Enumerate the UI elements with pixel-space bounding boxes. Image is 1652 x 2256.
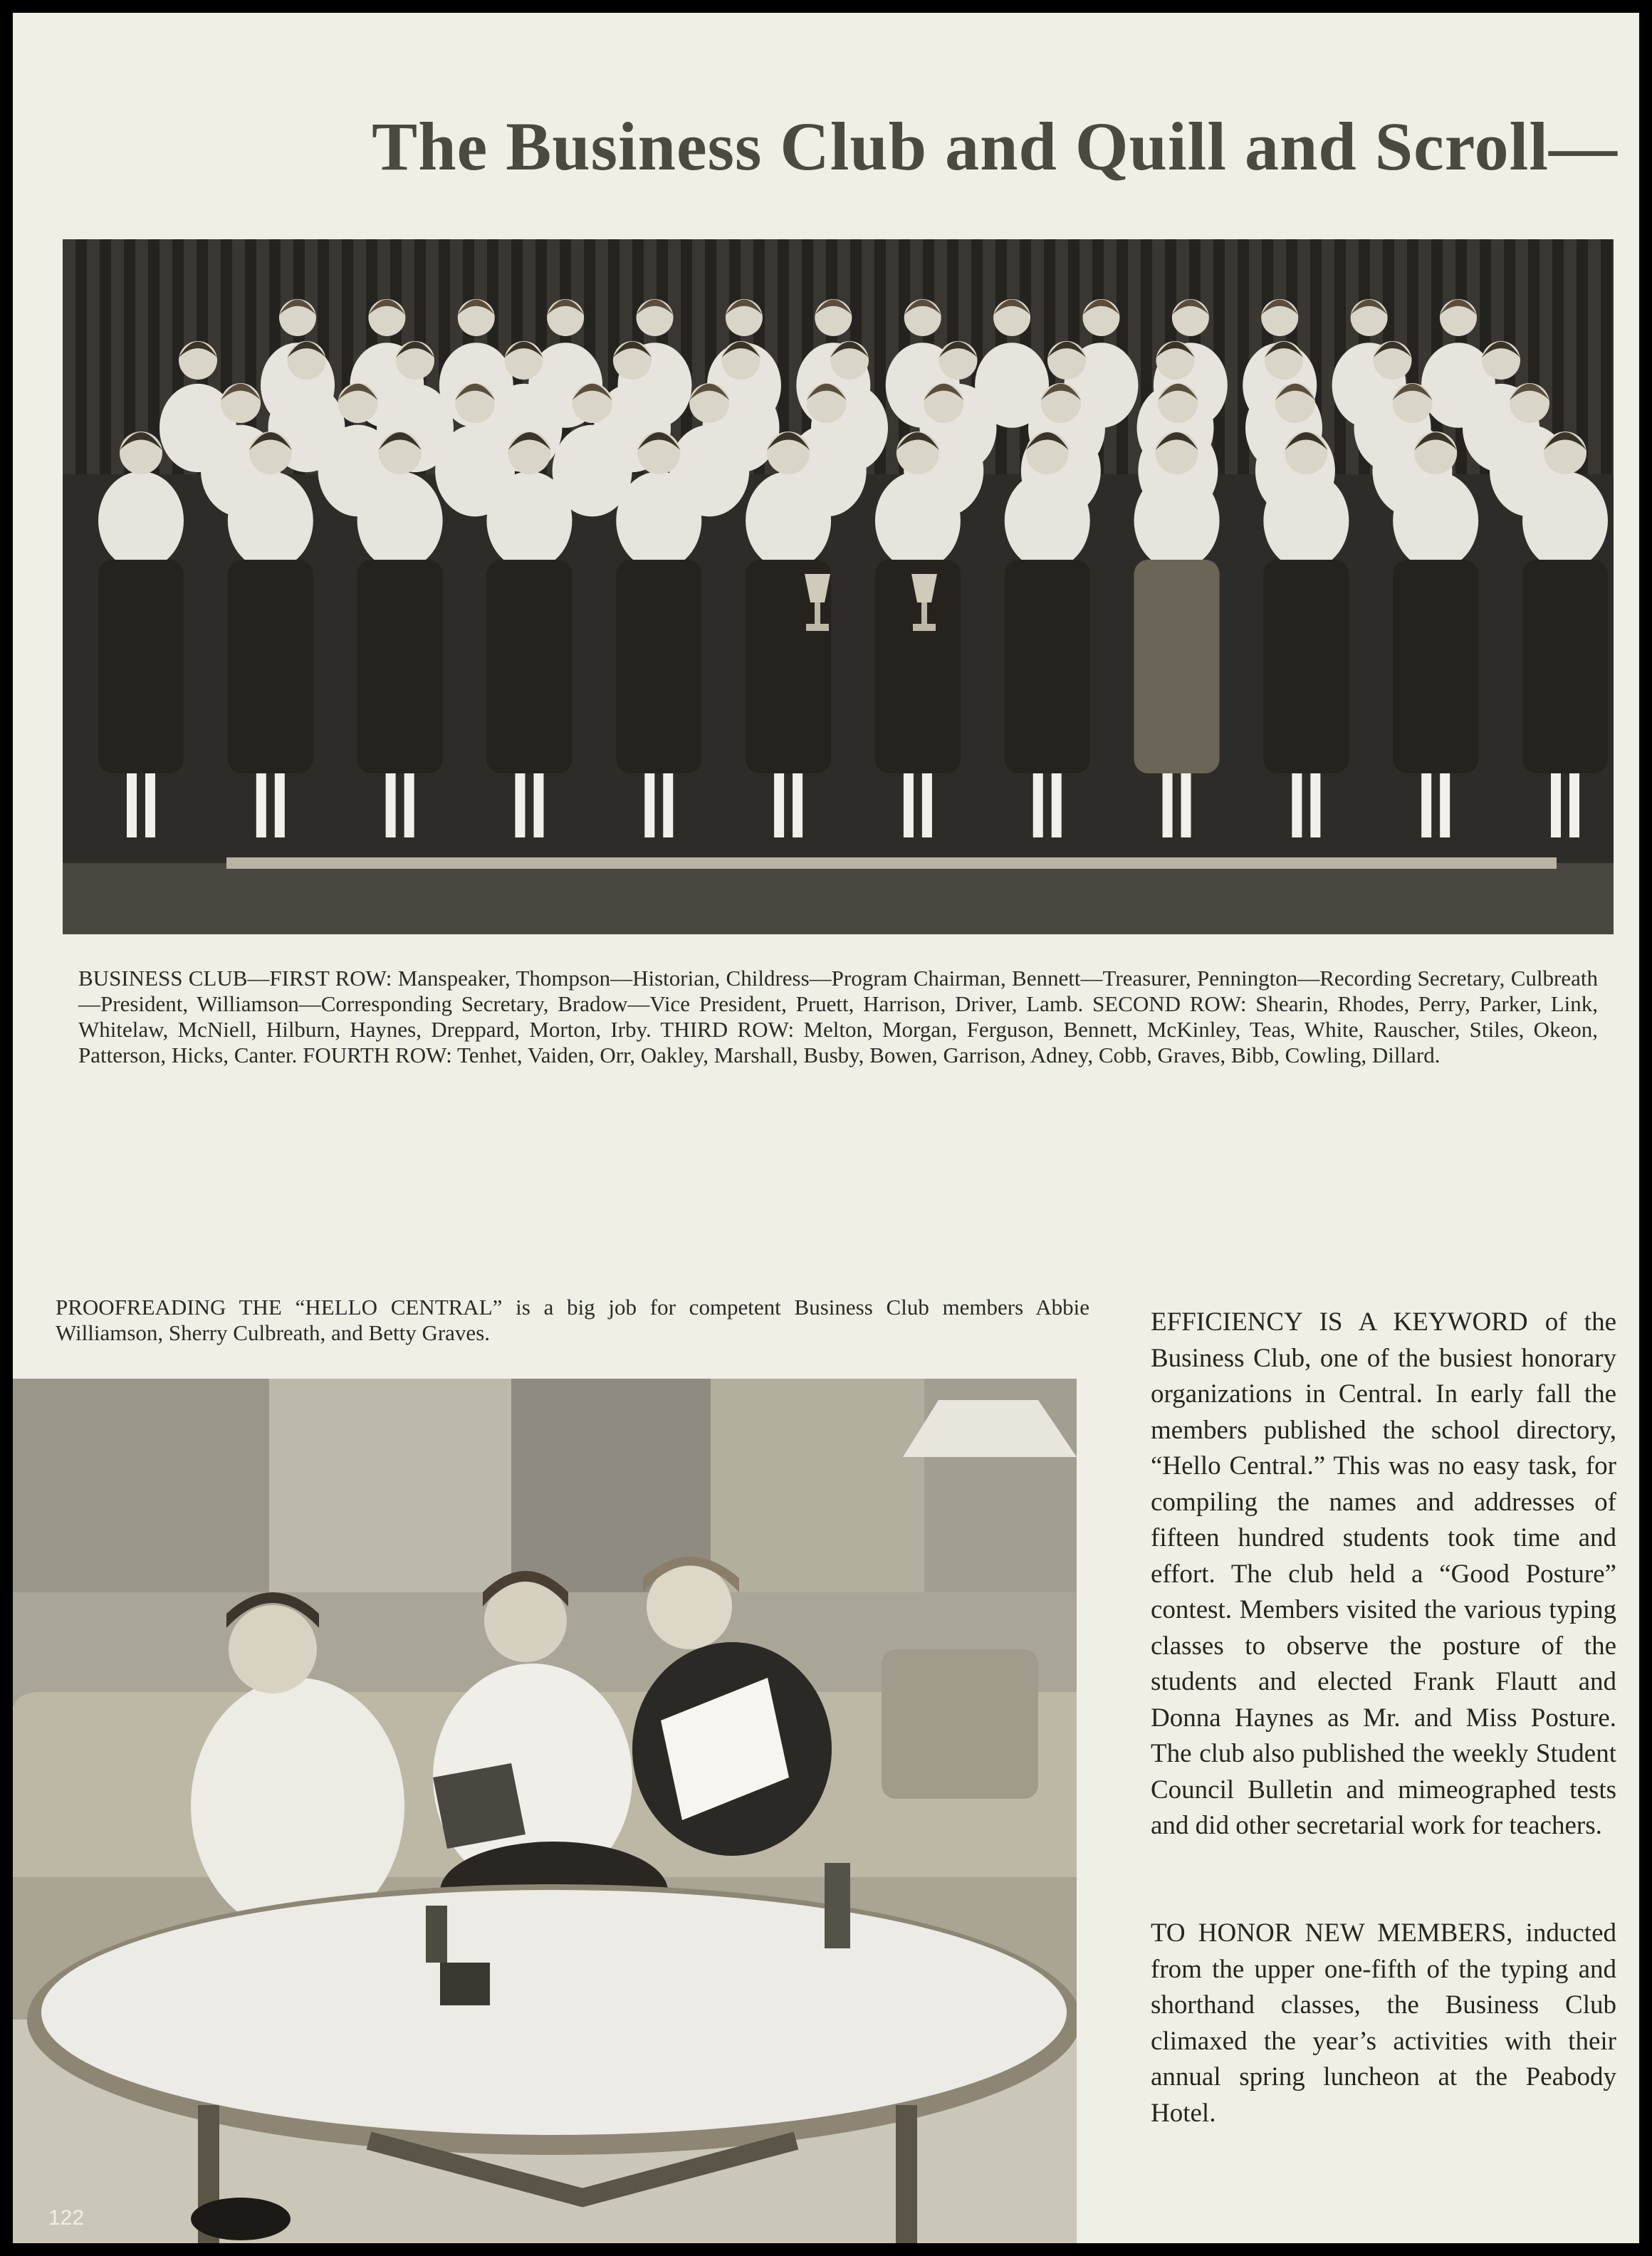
page-headline: The Business Club and Quill and Scroll— [372,108,1618,184]
yearbook-page [13,13,1639,2243]
proofreading-photo [13,1379,1077,2243]
club-member-figure [1134,432,1220,837]
club-member-figure [1522,432,1608,837]
club-member-figure [486,432,572,837]
lounge-scene [13,1379,1077,2243]
lounge-photo-caption: PROOFREADING THE “HELLO CENTRAL” is a big job for competent Business Club members Abbie Williamson, Sherry Culbreath, and Betty Graves. [56,1295,1089,1345]
shoes [191,2198,291,2240]
club-member-figure [1393,432,1478,837]
group-photo-caption: BUSINESS CLUB—FIRST ROW: Manspeaker, Thompson—Historian, Childress—Program Chairman, Bennett—Treasurer, Pennington—Recording Secretary, Culbreath—President, Williamson—Corresponding Secretary, Bradow—Vice President, Pruett, Harrison, Driver, Lamb. SECOND ROW: Shearin, Rhodes, Perry, Parker, Link, Whitelaw, McNiell, Hilburn, Haynes, Dreppard, Morton, Irby. THIRD ROW: Melton, Morgan, Ferguson, Bennett, McKinley, Teas, White, Rauscher, Stiles, Okeon, Patterson, Hicks, Canter. FOURTH ROW: Tenhet, Vaiden, Orr, Oakley, Marshall, Busby, Bowen, Garrison, Adney, Cobb, Graves, Bibb, Cowling, Dillard. [78,966,1598,1067]
cushion [882,1649,1038,1799]
body-paragraph-new-members: TO HONOR NEW MEMBERS, inducted from the upper one-fifth of the typing and shorthand classes, the Business Club climaxed the year’s activities with their annual spring luncheon at the Peabody Hotel. [1151,1918,1616,2128]
body-paragraph-efficiency: EFFICIENCY IS A KEYWORD of the Business Club, one of the busiest honorary organizations in Central. In early fall the members published the school directory, “Hello Central.” This was no easy task, for compiling the names and addresses of fifteen hundred students took time and effort. The club held a “Good Posture” contest. Members visited the various typing classes to observe the posture of the students and elected Frank Flautt and Donna Haynes as Mr. and Miss Posture. The club also published the weekly Student Council Bulletin and mimeographed tests and did other secretarial work for teachers. [1151,1307,1616,1840]
club-member-figure [1005,432,1090,837]
club-member-figure [357,432,443,837]
club-member-figure [98,432,184,837]
club-member-figure [746,432,831,837]
club-member-figure [1263,432,1349,837]
club-member-figure [616,432,701,837]
club-member-figure [875,432,961,837]
club-member-figure [228,432,313,837]
page-number: 122 [48,2206,85,2230]
business-club-group-photo [63,239,1614,934]
club-members-figures [63,239,1614,934]
